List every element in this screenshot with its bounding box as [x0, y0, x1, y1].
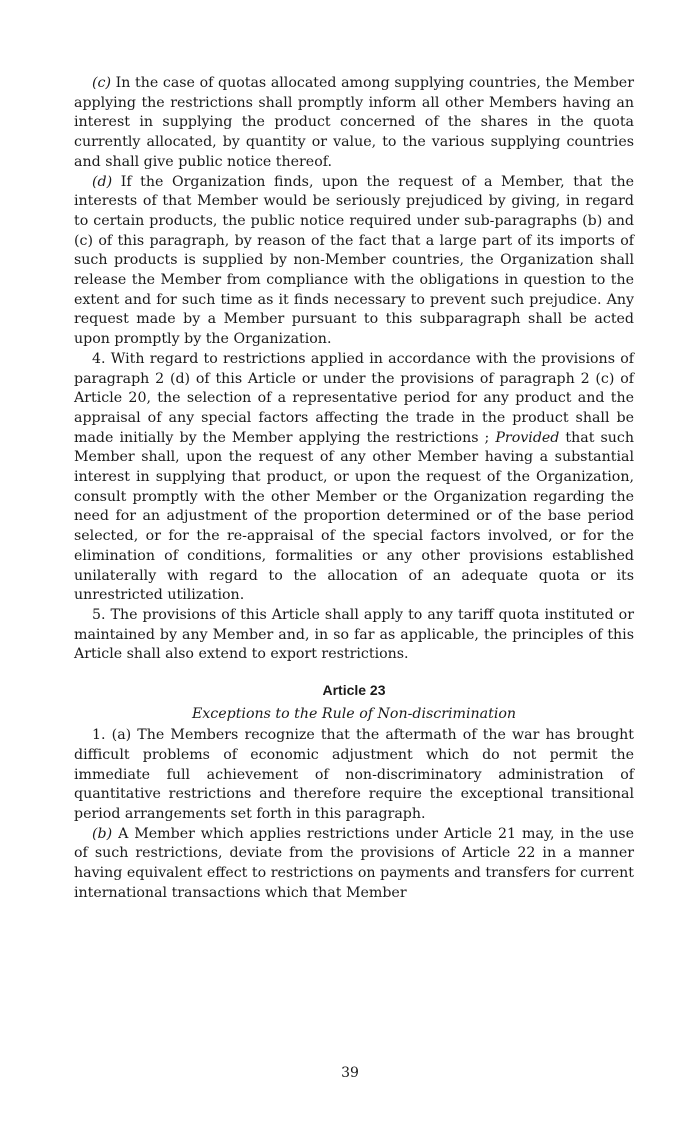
paragraph-3d-lead: (d) [92, 173, 113, 190]
paragraph-1a-text: The Members recognize that the aftermath of the war has brought difficult problems of economic adjustment which do not permit the immediate full achievement of non-discriminatory administration of quantitative restrictions and therefore require the exceptional transitional period arrangements set forth in this paragraph. [74, 727, 635, 822]
paragraph-4-provided: Provided [495, 429, 560, 446]
paragraph-1b-text: A Member which applies restrictions under Article 21 may, in the use of such restrictions, deviate from the provisions of Article 22 in a manner having equivalent effect to restrictions on payments and transfers for current international transactions which that Member [74, 825, 634, 901]
paragraph-1a-lead: 1. (a) [92, 727, 132, 744]
paragraph-1a [74, 726, 634, 825]
paragraph-3c [74, 74, 634, 173]
section-spacer [74, 665, 634, 680]
paragraph-3d-text: If the Organization finds, upon the request of a Member, that the interests of that Member would be seriously prejudiced by giving, in regard to certain products, the public notice required under sub-paragraphs (b) and (c) of this paragraph, by reason of the fact that a large part of its imports of such products is supplied by non-Member countries, the Organization shall release the Member from compliance with the obligations in question to the extent and for such time as it finds necessary to prevent such prejudice. Any request made by a Member pursuant to this subparagraph shall be acted upon promptly by the Organization. [74, 173, 634, 348]
article-subtitle: Exceptions to the Rule of Non-discrimination [191, 706, 517, 723]
paragraph-3c-text: In the case of quotas allocated among supplying countries, the Member applying the restrictions shall promptly inform all other Members having an interest in supplying the product concerned of the shares in the quota currently allocated, by quantity or value, to the various supplying countries and shall give public notice thereof. [74, 75, 634, 170]
document-page [74, 74, 634, 903]
paragraph-3c-lead: (c) [92, 75, 112, 91]
paragraph-4 [74, 350, 634, 606]
paragraph-1b [74, 825, 634, 904]
paragraph-3d [74, 173, 634, 350]
paragraph-4-part1: 4. With regard to restrictions applied in accordance with the provisions of paragraph 2 (d) of this Article or under the provisions of paragraph 2 (c) of Article 20, the selection of a representative period for any product and the appraisal of any special factors affecting the trade in the product shall be made initially by the Member applying the restrictions ; [74, 350, 634, 446]
paragraph-4-part2: that such Member shall, upon the request of any other Member having a substantial interest in supplying that product, or upon the request of the Organization, consult promptly with the other Member or the Organization regarding the need for an adjustment of the proportion determined or of the base period selected, or for the re-appraisal of the special factors involved, or for the elimination of conditions, formalities or any other provisions established unilaterally with regard to the allocation of an adequate quota or its unrestricted utilization. [74, 429, 634, 604]
paragraph-1b-lead: (b) [92, 825, 113, 842]
paragraph-5: 5. The provisions of this Article shall apply to any tariff quota instituted or maintained by any Member and, in so far as applicable, the principles of this Article shall also extend to export restrictions. [74, 606, 634, 663]
page-number: 39 [341, 1065, 359, 1081]
article-heading: Article 23 [322, 682, 386, 699]
